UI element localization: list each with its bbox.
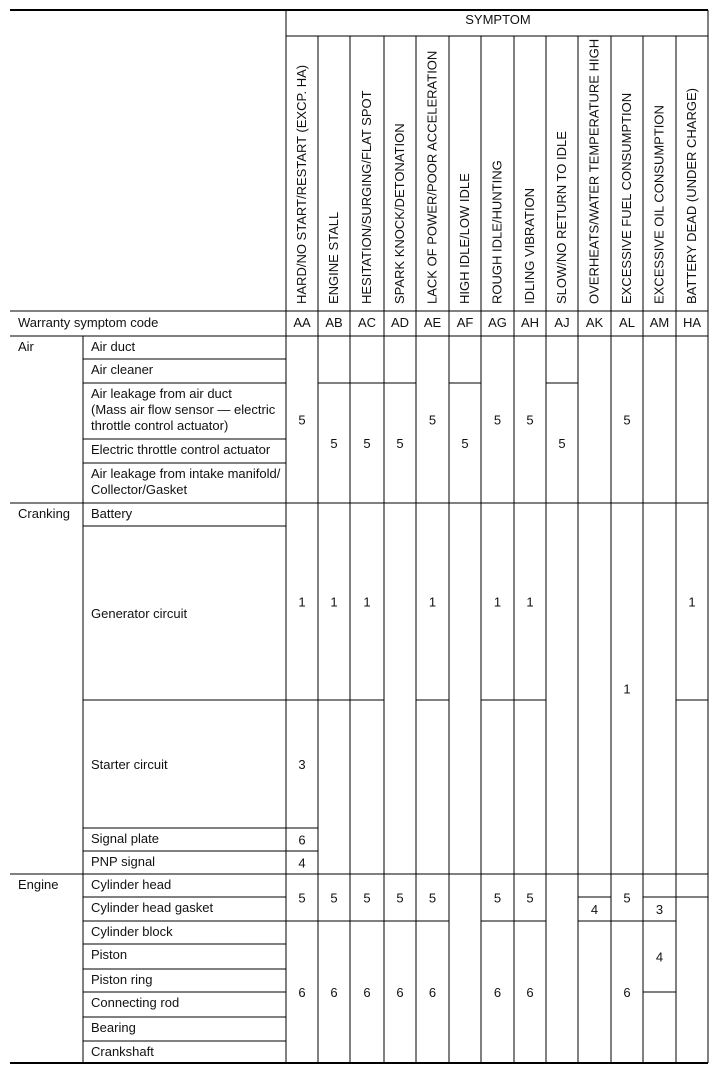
- cell-value: 6: [428, 985, 437, 1000]
- symptom-name-ag: ROUGH IDLE/HUNTING: [489, 160, 505, 304]
- item-label: Piston ring: [91, 972, 153, 987]
- symptom-name-ad: SPARK KNOCK/DETONATION: [392, 123, 407, 304]
- symptom-code-ak: AK: [585, 315, 604, 330]
- item-label: Bearing: [91, 1020, 136, 1035]
- symptom-name-aj: SLOW/NO RETURN TO IDLE: [554, 131, 569, 304]
- cell-value: 5: [363, 890, 371, 906]
- symptom-name-af: HIGH IDLE/LOW IDLE: [457, 173, 472, 304]
- item-label: Piston: [91, 947, 128, 962]
- symptom-code-aa: AA: [293, 315, 311, 330]
- cell-value: 5: [396, 890, 404, 906]
- item-label: Air duct: [91, 339, 136, 354]
- group-label: Engine: [18, 877, 59, 892]
- item-label: Cylinder head gasket: [91, 900, 214, 915]
- cell-value: 5: [428, 890, 437, 906]
- symptom-name-ak: OVERHEATS/WATER TEMPERATURE HIGH: [586, 38, 602, 304]
- cell-value: 6: [298, 985, 306, 1000]
- symptom-name-ae: LACK OF POWER/POOR ACCELERATION: [424, 50, 440, 304]
- cell-value: 1: [688, 594, 696, 610]
- item-label: (Mass air flow sensor — electric: [91, 402, 276, 417]
- cell-value: 6: [623, 985, 631, 1000]
- item-label: Cylinder head: [91, 877, 172, 892]
- item-label: Air leakage from intake manifold/: [91, 466, 281, 481]
- cell-value: 1: [330, 594, 338, 610]
- cell-value: 1: [363, 594, 371, 610]
- symptom-code-am: AM: [649, 315, 670, 330]
- cell-value: 6: [330, 985, 338, 1000]
- cell-value: 1: [428, 594, 437, 610]
- cell-value: 5: [298, 890, 306, 906]
- symptom-code-aj: AJ: [554, 315, 570, 330]
- cell-value: 4: [298, 855, 306, 871]
- symptom-code-ac: AC: [357, 315, 377, 330]
- symptom-code-ad: AD: [390, 315, 410, 330]
- symptom-code-af: AF: [456, 315, 474, 330]
- symptom-name-ha: BATTERY DEAD (UNDER CHARGE): [684, 88, 699, 304]
- cell-value: 5: [330, 436, 338, 451]
- cell-value: 5: [526, 412, 534, 428]
- symptom-name-ah: IDLING VIBRATION: [522, 187, 537, 304]
- item-label: Air cleaner: [91, 362, 154, 377]
- item-label: Signal plate: [91, 831, 159, 846]
- item-label: Generator circuit: [91, 606, 188, 621]
- item-label: Cylinder block: [91, 924, 173, 939]
- group-label: Air: [18, 339, 34, 354]
- cell-value: 5: [623, 412, 631, 428]
- cell-value: 6: [363, 985, 371, 1000]
- symptom-code-ah: AH: [520, 315, 540, 330]
- item-label: Air leakage from air duct: [91, 386, 232, 401]
- symptom-code-ag: AG: [488, 315, 507, 330]
- cell-value: 6: [298, 832, 306, 848]
- cell-value: 5: [461, 436, 469, 451]
- cell-value: 5: [558, 436, 566, 451]
- cell-value: 5: [493, 890, 502, 906]
- cell-value: 5: [298, 412, 306, 428]
- symptom-name-ac: HESITATION/SURGING/FLAT SPOT: [359, 90, 374, 304]
- cell-value: 1: [526, 594, 534, 610]
- item-label: Connecting rod: [91, 995, 180, 1010]
- cell-value: 1: [298, 594, 306, 610]
- cell-value: 5: [623, 890, 631, 906]
- symptom-name-am: EXCESSIVE OIL CONSUMPTION: [651, 105, 667, 304]
- cell-value: 3: [298, 757, 306, 772]
- symptom-code-ae: AE: [423, 315, 442, 330]
- cell-value: 1: [623, 681, 631, 697]
- cell-value: 6: [493, 985, 502, 1000]
- cell-value: 4: [590, 902, 599, 917]
- cell-value: 6: [526, 985, 534, 1000]
- cell-value: 1: [493, 594, 502, 610]
- item-label: Crankshaft: [91, 1044, 154, 1059]
- symptom-name-al: EXCESSIVE FUEL CONSUMPTION: [619, 92, 634, 304]
- item-label: Electric throttle control actuator: [91, 442, 271, 457]
- item-label: Battery: [91, 506, 133, 521]
- cell-value: 5: [396, 436, 404, 451]
- symptom-code-ha: HA: [682, 315, 702, 330]
- item-label: Starter circuit: [91, 757, 168, 772]
- cell-value: 5: [428, 412, 437, 428]
- cell-value: 3: [655, 902, 664, 917]
- group-label: Cranking: [18, 506, 71, 521]
- item-label: Collector/Gasket: [91, 482, 188, 497]
- table-text: [18, 12, 701, 1059]
- symptom-header-title: SYMPTOM: [465, 12, 531, 27]
- cell-value: 5: [493, 412, 502, 428]
- symptom-name-ab: ENGINE STALL: [326, 211, 341, 304]
- cell-value: 4: [655, 949, 664, 965]
- item-label: PNP signal: [91, 854, 156, 869]
- cell-value: 6: [396, 985, 404, 1000]
- warranty-symptom-code-label: Warranty symptom code: [18, 315, 159, 330]
- item-label: throttle control actuator): [91, 418, 229, 433]
- cell-value: 5: [526, 890, 534, 906]
- cell-value: 5: [363, 436, 371, 451]
- symptom-code-al: AL: [619, 315, 635, 330]
- symptom-name-aa: HARD/NO START/RESTART (EXCP. HA): [294, 64, 309, 304]
- cell-value: 5: [330, 890, 338, 906]
- symptom-code-ab: AB: [325, 315, 343, 330]
